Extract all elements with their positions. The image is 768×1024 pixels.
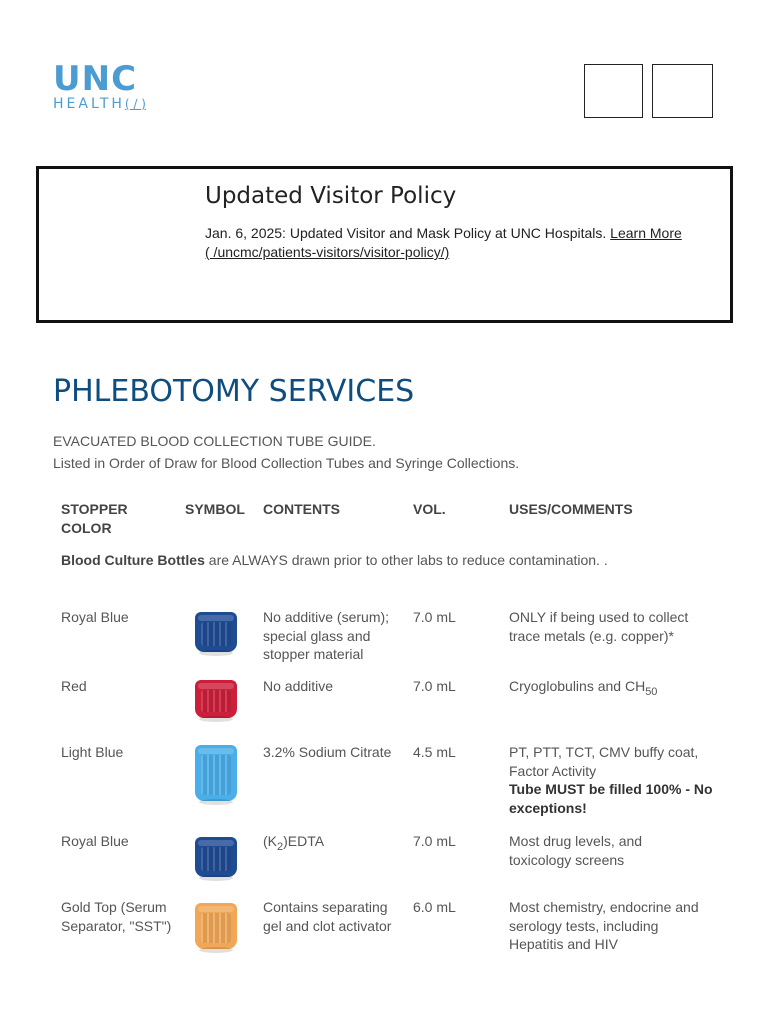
row-2-uses — [509, 677, 657, 701]
alert-text: Jan. 6, 2025: Updated Visitor and Mask Policy at UNC Hospitals. — [205, 225, 607, 241]
row-4-contents-subscript: 2 — [277, 840, 284, 853]
row-4-stopper: Royal Blue — [61, 833, 129, 849]
gold-cap-icon — [195, 903, 237, 949]
header-symbol: SYMBOL — [185, 501, 245, 517]
row-3-vol: 4.5 mL — [413, 744, 456, 760]
note-bold: Blood Culture Bottles — [61, 552, 205, 568]
row-2-stopper: Red — [61, 678, 87, 694]
header-uses-comments: USES/COMMENTS — [509, 501, 633, 517]
cap-ribs — [201, 690, 231, 712]
row-3-stopper: Light Blue — [61, 744, 124, 760]
row-5-vol: 6.0 mL — [413, 899, 456, 915]
intro-line-1: EVACUATED BLOOD COLLECTION TUBE GUIDE. — [53, 433, 376, 449]
row-4-vol: 7.0 mL — [413, 833, 456, 849]
row-5-contents: Contains separating gel and clot activator — [263, 899, 392, 934]
row-3-uses-warning: Tube MUST be filled 100% - No exceptions! — [509, 781, 713, 816]
light-blue-cap-icon — [195, 745, 237, 801]
header-contents: CONTENTS — [263, 501, 340, 517]
royal-blue-cap-icon — [195, 837, 237, 877]
royal-blue-cap-icon — [195, 612, 237, 652]
row-4-contents-prefix: (K — [263, 833, 277, 849]
alert-body — [205, 224, 685, 262]
row-4-contents-suffix: )EDTA — [283, 833, 325, 849]
page-title: PHLEBOTOMY SERVICES — [53, 374, 415, 409]
visitor-policy-link[interactable]: Learn More ( /uncmc/patients-visitors/visitor-policy/) — [205, 225, 682, 260]
row-5-uses: Most chemistry, endocrine and serology tests, including Hepatitis and HIV — [509, 899, 699, 952]
header-vol: VOL. — [413, 501, 446, 517]
cap-ribs — [201, 622, 231, 646]
intro — [53, 430, 519, 474]
row-2-vol: 7.0 mL — [413, 678, 456, 694]
logo-health-text — [53, 96, 146, 112]
row-3-uses-text: PT, PTT, TCT, CMV buffy coat, Factor Activity — [509, 744, 699, 779]
alert-title: Updated Visitor Policy — [205, 183, 457, 209]
header-button-1[interactable] — [584, 64, 643, 118]
row-3-uses — [509, 743, 714, 817]
row-1-vol: 7.0 mL — [413, 609, 456, 625]
red-cap-icon — [195, 680, 237, 718]
intro-line-2: Listed in Order of Draw for Blood Collection Tubes and Syringe Collections. — [53, 455, 520, 471]
row-2-uses-subscript: 50 — [645, 685, 658, 698]
row-1-stopper: Royal Blue — [61, 609, 129, 625]
logo-unc-text: UNC — [53, 59, 138, 99]
row-3-contents: 3.2% Sodium Citrate — [263, 744, 392, 760]
cap-ribs — [201, 847, 231, 871]
header-button-2[interactable] — [652, 64, 713, 118]
logo-health-word: HEALTH — [53, 96, 125, 112]
unc-health-logo[interactable] — [53, 59, 146, 112]
row-4-uses: Most drug levels, and toxicology screens — [509, 833, 643, 868]
blood-culture-note — [61, 552, 608, 568]
row-1-uses: ONLY if being used to collect trace metals (e.g. copper)* — [509, 609, 689, 644]
row-2-uses-text: Cryoglobulins and CH — [509, 678, 646, 694]
row-5-stopper: Gold Top (Serum Separator, "SST") — [61, 899, 172, 934]
visitor-policy-alert — [36, 166, 733, 323]
logo-home-link[interactable]: ( / ) — [124, 97, 146, 111]
note-text: are ALWAYS drawn prior to other labs to reduce contamination. . — [204, 552, 608, 568]
row-1-contents: No additive (serum); special glass and stopper material — [263, 609, 390, 662]
header-stopper-color: STOPPER COLOR — [61, 501, 128, 536]
row-4-contents — [263, 832, 324, 856]
cap-ribs — [201, 755, 231, 795]
row-2-contents: No additive — [263, 678, 334, 694]
cap-ribs — [201, 913, 231, 943]
